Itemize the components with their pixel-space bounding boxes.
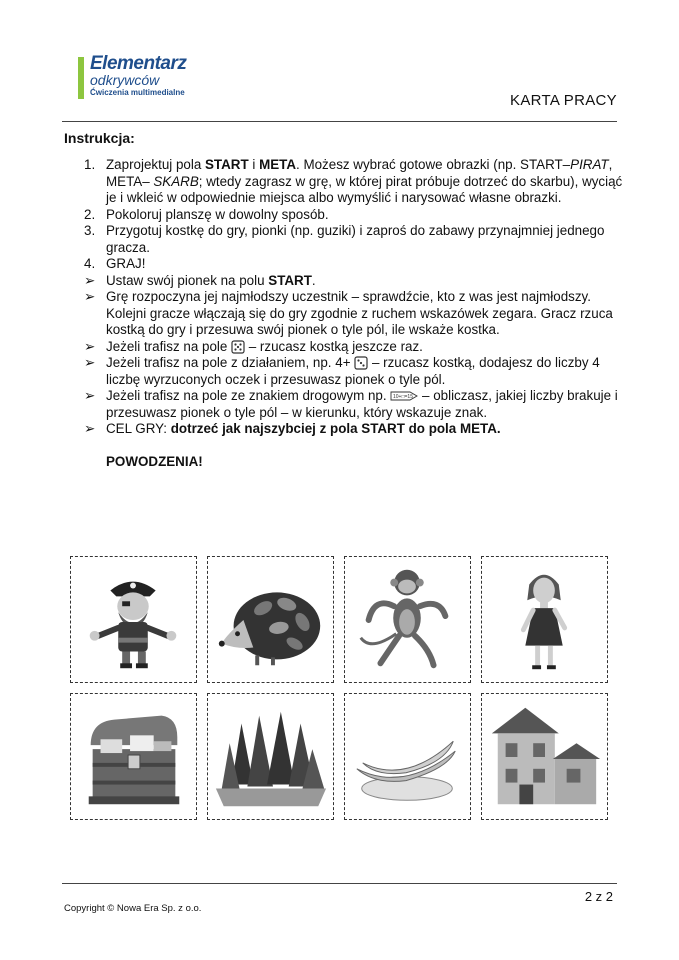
list-number: 4. — [84, 256, 96, 271]
treasure-chest-image — [71, 694, 196, 819]
rule-bullet-6: ➢ CEL GRY: dotrzeć jak najszybciej z pola START do pola META. — [84, 421, 501, 436]
page-number: 2 z 2 — [584, 889, 613, 904]
copyright-text: Copyright © Nowa Era Sp. z o.o. — [64, 903, 202, 914]
header-divider — [62, 121, 617, 122]
hedgehog-image — [208, 557, 333, 682]
card-bananas — [344, 693, 471, 820]
forest-image — [208, 694, 333, 819]
footer-divider — [62, 883, 617, 884]
pirate-image — [71, 557, 196, 682]
list-number: 1. — [84, 157, 96, 172]
arrow-bullet-icon: ➢ — [84, 272, 96, 288]
logo-subtitle: odkrywców — [90, 72, 160, 88]
logo-accent-bar — [78, 57, 84, 99]
rule-bullet-1: ➢ Ustaw swój pionek na polu START. — [84, 272, 316, 288]
card-house — [481, 693, 608, 820]
arrow-bullet-icon: ➢ — [84, 421, 96, 436]
instruction-item-4: 4. GRAJ! — [84, 256, 146, 271]
rule-bullet-3: ➢ Jeżeli trafisz na pole – rzucasz kostką jeszcze raz. — [84, 338, 423, 354]
card-treasure-chest — [70, 693, 197, 820]
card-hedgehog — [207, 556, 334, 683]
cutout-cards-grid — [70, 556, 610, 820]
dice-icon — [231, 340, 245, 354]
monkey-image — [345, 557, 470, 682]
document-type-label: KARTA PRACY — [510, 92, 617, 109]
good-luck-text: POWODZENIA! — [106, 453, 203, 469]
dice-icon — [354, 356, 368, 370]
card-monkey — [344, 556, 471, 683]
instructions-heading: Instrukcja: — [64, 130, 135, 146]
card-pirate — [70, 556, 197, 683]
logo-tagline: Ćwiczenia multimedialne — [90, 88, 185, 97]
girl-image — [482, 557, 607, 682]
rule-bullet-5: ➢ Jeżeli trafisz na pole ze znakiem drogowym np. 10+□=15 – obliczasz, jakiej liczby brakuje i przesuwasz pionek o tyle pól – w kierunku, który wskazuje znak. — [84, 388, 618, 420]
publisher-logo — [78, 55, 218, 100]
arrow-bullet-icon: ➢ — [84, 289, 96, 304]
instructions-body — [84, 157, 624, 470]
house-image — [482, 694, 607, 819]
rule-bullet-4: ➢ Jeżeli trafisz na pole z działaniem, np. 4+ – rzucasz kostką, dodajesz do liczby 4 liczbę wyrzuconych oczek i przesuwasz pionek o tyle pól. — [84, 355, 600, 387]
list-number: 2. — [84, 206, 96, 222]
card-forest — [207, 693, 334, 820]
arrow-bullet-icon: ➢ — [84, 388, 96, 403]
card-girl — [481, 556, 608, 683]
list-number: 3. — [84, 223, 96, 238]
instruction-item-3: 3. Przygotuj kostkę do gry, pionki (np. guziki) i zaproś do zabawy przynajmniej jednego gracza. — [84, 223, 605, 255]
rule-bullet-2: ➢ Grę rozpoczyna jej najmłodszy uczestnik – sprawdźcie, kto z was jest najmłodszy. Kolejni gracze włączają się do gry zgodnie z ruchem wskazówek zegara. Gracz rzuca kostką do gry i przesuwa swój pionek o tyle pól, ile wskaże kostka. — [84, 289, 613, 337]
road-sign-arrow-icon — [390, 390, 418, 402]
bananas-image — [345, 694, 470, 819]
road-sign-text: 10+□=15 — [393, 394, 414, 401]
instruction-item-2: 2. Pokoloruj planszę w dowolny sposób. — [84, 206, 329, 222]
arrow-bullet-icon: ➢ — [84, 338, 96, 354]
arrow-bullet-icon: ➢ — [84, 355, 96, 370]
logo-title: Elementarz — [90, 53, 187, 74]
instruction-item-1: 1. Zaprojektuj pola START i META. Możesz wybrać gotowe obrazki (np. START–PIRAT, META– SKARB; wtedy zagrasz w grę, w której pirat próbuje dotrzeć do skarbu), wyciąć je i wkleić w odpowiednie miejsca albo wymyślić i narysować własne obrazki. — [84, 157, 623, 205]
